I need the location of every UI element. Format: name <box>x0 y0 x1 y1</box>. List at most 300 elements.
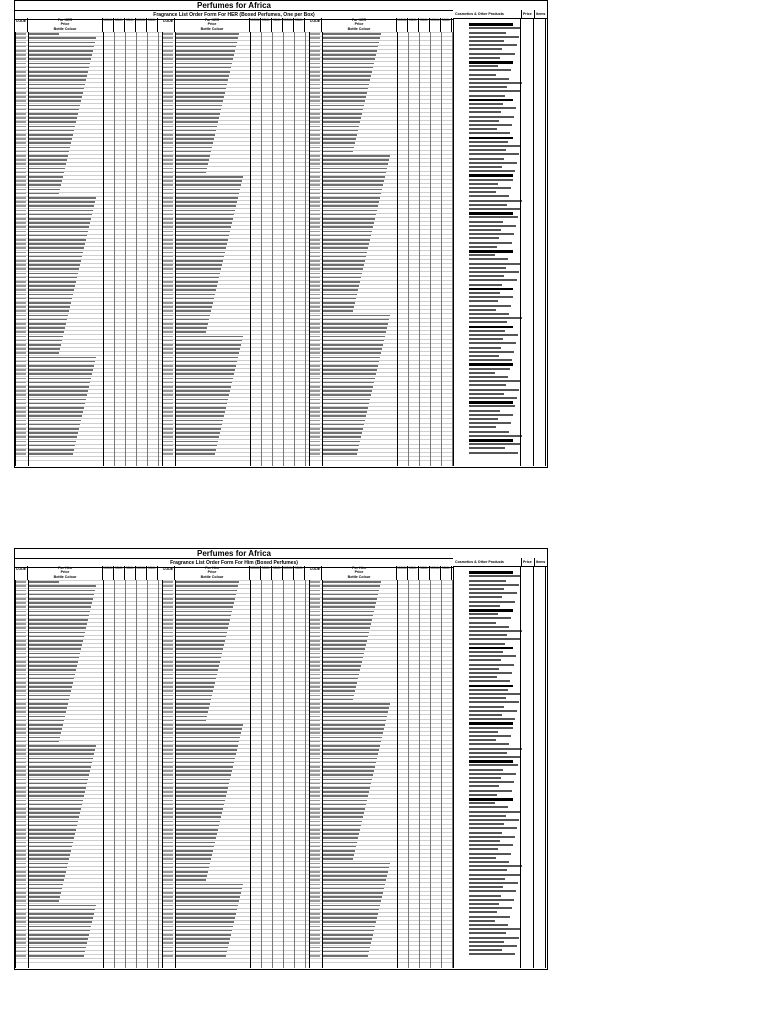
side-column-line <box>453 566 454 968</box>
grid-column-line <box>136 32 137 466</box>
item-code-cell <box>163 310 173 312</box>
item-code-cell <box>310 436 320 438</box>
product-name-bar <box>469 145 521 147</box>
item-code-cell <box>16 243 26 245</box>
product-name-bar <box>469 832 502 834</box>
qty-column-header: 30ML <box>419 566 430 580</box>
item-code-cell <box>310 281 320 283</box>
qty-column-header: 100ML <box>283 18 294 32</box>
item-name-cell <box>323 753 378 755</box>
order-row-line <box>15 828 453 829</box>
item-name-cell <box>176 100 223 102</box>
item-code-cell <box>163 84 173 86</box>
item-name-cell <box>29 888 62 890</box>
item-name-cell <box>323 611 374 613</box>
grid-column-line <box>162 580 163 968</box>
item-code-cell <box>16 884 26 886</box>
item-code-cell <box>163 930 173 932</box>
item-code-cell <box>310 336 320 338</box>
item-name-cell <box>323 273 362 275</box>
item-name-cell <box>323 884 385 886</box>
item-code-cell <box>16 277 26 279</box>
item-name-cell <box>176 787 228 789</box>
item-name-cell <box>29 231 88 233</box>
item-name-cell <box>176 63 232 65</box>
section-heading-bar <box>469 61 513 64</box>
item-code-cell <box>16 657 26 659</box>
item-name-cell <box>176 277 219 279</box>
item-code-cell <box>163 281 173 283</box>
item-name-cell <box>323 268 363 270</box>
order-row-line <box>15 292 453 293</box>
item-code-cell <box>310 37 320 39</box>
item-name-cell <box>29 399 86 401</box>
item-name-cell <box>29 724 63 726</box>
item-name-cell <box>323 732 383 734</box>
product-name-bar <box>469 756 520 758</box>
item-code-cell <box>16 361 26 363</box>
item-code-cell <box>16 707 26 709</box>
item-name-cell <box>176 71 230 73</box>
product-name-bar <box>469 267 506 269</box>
item-code-cell <box>310 210 320 212</box>
order-row-line <box>15 166 453 167</box>
item-name-cell <box>29 833 75 835</box>
item-name-cell <box>29 105 80 107</box>
item-name-cell <box>176 235 229 237</box>
item-name-cell <box>29 268 79 270</box>
item-name-cell <box>29 75 87 77</box>
qty-column-header: 100ML <box>430 18 441 32</box>
item-name-cell <box>176 315 210 317</box>
item-name-cell <box>323 947 370 949</box>
item-code-cell <box>310 871 320 873</box>
item-name-cell <box>176 394 229 396</box>
item-code-cell <box>310 71 320 73</box>
item-code-cell <box>163 172 173 174</box>
item-name-cell <box>29 821 78 823</box>
section-heading-bar <box>469 760 513 763</box>
product-name-bar <box>469 773 516 775</box>
item-name-cell <box>176 800 225 802</box>
item-code-cell <box>16 816 26 818</box>
item-name-cell <box>29 252 83 254</box>
item-code-cell <box>163 357 173 359</box>
item-code-cell <box>163 947 173 949</box>
product-name-bar <box>469 903 499 905</box>
item-name-cell <box>29 741 59 743</box>
item-name-cell <box>323 585 380 587</box>
order-row-line <box>15 714 453 715</box>
grid-column-line <box>125 580 126 968</box>
item-code-cell <box>310 256 320 258</box>
item-code-cell <box>16 766 26 768</box>
order-row-line <box>15 129 453 130</box>
item-name-cell <box>29 226 89 228</box>
item-name-cell <box>29 745 96 747</box>
item-code-cell <box>16 678 26 680</box>
item-code-cell <box>163 812 173 814</box>
item-name-cell <box>29 319 67 321</box>
product-name-bar <box>469 111 501 113</box>
item-name-cell <box>176 753 236 755</box>
item-name-cell <box>323 825 361 827</box>
item-name-cell <box>176 749 237 751</box>
item-code-cell <box>16 896 26 898</box>
item-name-cell <box>29 205 94 207</box>
item-name-cell <box>29 58 91 60</box>
item-code-cell <box>16 201 26 203</box>
item-name-cell <box>176 657 221 659</box>
item-code-cell <box>163 113 173 115</box>
item-name-cell <box>29 678 74 680</box>
item-name-cell <box>29 812 80 814</box>
item-name-cell <box>29 720 64 722</box>
item-name-cell <box>176 745 238 747</box>
item-code-cell <box>163 117 173 119</box>
item-name-cell <box>176 678 216 680</box>
item-name-cell <box>29 884 63 886</box>
qty-column-header: 100ML <box>397 18 408 32</box>
order-row-line <box>15 427 453 428</box>
item-name-cell <box>176 159 209 161</box>
item-name-cell <box>176 96 224 98</box>
item-code-cell <box>163 390 173 392</box>
item-code-cell <box>310 716 320 718</box>
item-code-cell <box>16 113 26 115</box>
item-name-cell <box>176 369 235 371</box>
item-code-cell <box>310 134 320 136</box>
item-name-cell <box>323 71 372 73</box>
item-code-cell <box>310 779 320 781</box>
item-code-cell <box>163 260 173 262</box>
side-column-line <box>533 566 534 968</box>
item-code-cell <box>16 774 26 776</box>
item-name-cell <box>29 92 83 94</box>
item-code-cell <box>310 151 320 153</box>
item-name-cell <box>176 695 212 697</box>
item-name-cell <box>323 369 377 371</box>
item-name-cell <box>323 205 378 207</box>
order-row-line <box>15 958 453 959</box>
item-name-cell <box>323 669 360 671</box>
product-name-bar <box>469 622 496 624</box>
product-name-bar <box>469 638 520 640</box>
item-code-cell <box>16 703 26 705</box>
item-code-cell <box>310 63 320 65</box>
item-code-cell <box>310 33 320 35</box>
item-code-cell <box>310 632 320 634</box>
item-code-cell <box>163 268 173 270</box>
item-code-cell <box>163 243 173 245</box>
item-name-cell <box>176 319 209 321</box>
product-name-bar <box>469 886 503 888</box>
item-code-cell <box>310 247 320 249</box>
item-code-cell <box>163 623 173 625</box>
item-code-cell <box>310 867 320 869</box>
item-code-cell <box>310 361 320 363</box>
item-name-cell <box>323 63 374 65</box>
item-name-cell <box>29 315 68 317</box>
item-code-cell <box>16 783 26 785</box>
item-code-cell <box>163 686 173 688</box>
product-name-bar <box>469 836 515 838</box>
item-code-cell <box>310 598 320 600</box>
item-code-cell <box>16 905 26 907</box>
grid-column-line <box>162 32 163 466</box>
product-name-bar <box>469 149 506 151</box>
item-name-cell <box>323 298 356 300</box>
item-code-cell <box>16 436 26 438</box>
item-code-cell <box>310 787 320 789</box>
name-header-line: Price <box>354 570 364 575</box>
item-code-cell <box>16 611 26 613</box>
grid-column-line <box>419 32 420 466</box>
item-code-cell <box>16 142 26 144</box>
qty-column-header: 30ML <box>125 566 136 580</box>
item-code-cell <box>310 594 320 596</box>
item-code-cell <box>310 239 320 241</box>
item-name-cell <box>176 909 237 911</box>
qty-column-header: 100ML <box>250 566 261 580</box>
item-name-cell <box>29 585 96 587</box>
item-code-cell <box>310 745 320 747</box>
item-code-cell <box>16 745 26 747</box>
item-name-cell <box>176 386 231 388</box>
item-code-cell <box>310 749 320 751</box>
item-name-cell <box>323 453 357 455</box>
name-header-line: Bottle Colour <box>200 26 224 31</box>
side-items-header: Items <box>534 558 548 566</box>
item-name-cell <box>323 833 359 835</box>
item-name-cell <box>176 913 236 915</box>
item-name-cell <box>323 306 354 308</box>
product-name-bar <box>469 418 498 420</box>
order-row-line <box>15 815 453 816</box>
order-row-line <box>15 267 453 268</box>
item-name-cell <box>323 193 381 195</box>
item-name-cell <box>176 239 228 241</box>
item-name-cell <box>29 420 81 422</box>
item-name-cell <box>29 445 75 447</box>
item-code-cell <box>310 218 320 220</box>
item-name-cell <box>29 428 79 430</box>
item-name-cell <box>323 921 376 923</box>
item-code-cell <box>310 808 320 810</box>
item-name-cell <box>323 294 357 296</box>
grid-column-line <box>261 32 262 466</box>
product-name-bar <box>469 191 496 193</box>
item-code-cell <box>16 302 26 304</box>
item-code-cell <box>310 917 320 919</box>
item-code-cell <box>16 728 26 730</box>
item-code-cell <box>16 315 26 317</box>
item-name-cell <box>323 319 389 321</box>
item-code-cell <box>16 732 26 734</box>
item-name-cell <box>323 168 387 170</box>
item-name-cell <box>323 590 379 592</box>
order-row-line <box>15 309 453 310</box>
item-name-cell <box>323 449 358 451</box>
item-name-cell <box>323 214 376 216</box>
item-code-cell <box>163 732 173 734</box>
item-code-cell <box>16 386 26 388</box>
product-name-bar <box>469 714 502 716</box>
product-name-bar <box>469 447 505 449</box>
product-name-bar <box>469 279 517 281</box>
item-code-cell <box>310 905 320 907</box>
item-code-cell <box>310 661 320 663</box>
order-row-line <box>15 677 453 678</box>
item-code-cell <box>163 779 173 781</box>
item-code-cell <box>163 934 173 936</box>
item-code-cell <box>163 716 173 718</box>
product-name-bar <box>469 221 503 223</box>
grid-column-line <box>158 580 159 968</box>
item-name-cell <box>29 390 88 392</box>
item-name-cell <box>29 441 76 443</box>
item-code-cell <box>163 109 173 111</box>
item-code-cell <box>16 403 26 405</box>
product-name-bar <box>469 844 513 846</box>
item-code-cell <box>163 707 173 709</box>
order-row-line <box>15 853 453 854</box>
item-code-cell <box>310 323 320 325</box>
item-name-cell <box>323 184 383 186</box>
item-name-cell <box>176 665 219 667</box>
item-code-cell <box>16 770 26 772</box>
product-name-bar <box>469 254 495 256</box>
item-code-cell <box>163 205 173 207</box>
item-code-cell <box>163 896 173 898</box>
order-row-line <box>15 878 453 879</box>
item-name-cell <box>176 640 225 642</box>
product-name-bar <box>469 141 508 143</box>
item-name-cell <box>323 201 379 203</box>
order-row-line <box>15 116 453 117</box>
item-name-cell <box>323 210 377 212</box>
product-name-bar <box>469 86 507 88</box>
item-name-cell <box>29 657 79 659</box>
product-name-bar <box>469 90 520 92</box>
product-name-bar <box>469 82 522 84</box>
item-name-cell <box>176 294 215 296</box>
item-name-cell <box>176 774 231 776</box>
grid-column-line <box>294 580 295 968</box>
product-name-bar <box>469 65 498 67</box>
item-name-cell <box>323 176 385 178</box>
item-code-cell <box>310 896 320 898</box>
item-code-cell <box>163 602 173 604</box>
item-code-cell <box>310 67 320 69</box>
item-code-cell <box>163 453 173 455</box>
item-name-cell <box>29 327 65 329</box>
item-code-cell <box>163 636 173 638</box>
item-code-cell <box>16 197 26 199</box>
item-code-cell <box>16 399 26 401</box>
item-name-cell <box>323 934 373 936</box>
item-name-cell <box>323 711 388 713</box>
item-name-cell <box>29 193 59 195</box>
item-name-cell <box>323 281 360 283</box>
item-name-cell <box>176 390 230 392</box>
product-name-bar <box>469 853 511 855</box>
item-name-cell <box>29 905 96 907</box>
item-name-cell <box>323 648 365 650</box>
product-name-bar <box>469 296 513 298</box>
item-name-cell <box>176 737 240 739</box>
item-code-cell <box>16 812 26 814</box>
item-name-cell <box>176 172 206 174</box>
product-name-bar <box>469 764 518 766</box>
item-code-cell <box>163 884 173 886</box>
item-code-cell <box>310 762 320 764</box>
product-name-bar <box>469 187 511 189</box>
item-code-cell <box>163 138 173 140</box>
order-row-line <box>15 689 453 690</box>
item-name-cell <box>323 888 384 890</box>
item-name-cell <box>176 105 222 107</box>
item-name-cell <box>323 252 367 254</box>
item-code-cell <box>310 737 320 739</box>
item-name-cell <box>323 231 372 233</box>
item-code-cell <box>16 863 26 865</box>
name-column-header <box>175 566 250 580</box>
name-header-line: Price <box>207 570 217 575</box>
item-name-cell <box>29 336 63 338</box>
product-name-bar <box>469 588 504 590</box>
item-code-cell <box>310 46 320 48</box>
item-code-cell <box>310 947 320 949</box>
name-column-header <box>28 18 103 32</box>
item-code-cell <box>310 686 320 688</box>
product-name-bar <box>469 351 514 353</box>
item-name-cell <box>323 84 369 86</box>
item-name-cell <box>29 623 87 625</box>
grid-column-line <box>322 32 323 466</box>
product-name-bar <box>469 69 511 71</box>
item-name-cell <box>323 105 364 107</box>
item-name-cell <box>323 331 386 333</box>
item-code-cell <box>16 222 26 224</box>
side-items-header: Items <box>534 10 548 18</box>
item-code-cell <box>163 369 173 371</box>
item-name-cell <box>176 791 227 793</box>
item-code-cell <box>310 875 320 877</box>
item-code-cell <box>163 239 173 241</box>
item-name-cell <box>176 344 241 346</box>
item-code-cell <box>16 636 26 638</box>
item-code-cell <box>310 812 320 814</box>
product-name-bar <box>469 275 504 277</box>
item-code-cell <box>16 298 26 300</box>
product-name-bar <box>469 848 498 850</box>
item-code-cell <box>16 159 26 161</box>
item-code-cell <box>163 720 173 722</box>
item-code-cell <box>16 79 26 81</box>
item-code-cell <box>163 92 173 94</box>
section-heading-bar <box>469 401 513 404</box>
item-name-cell <box>29 403 85 405</box>
item-name-cell <box>176 615 231 617</box>
item-code-cell <box>163 598 173 600</box>
item-name-cell <box>29 867 67 869</box>
product-name-bar <box>469 57 500 59</box>
item-code-cell <box>163 142 173 144</box>
item-code-cell <box>16 235 26 237</box>
side-column-line <box>545 18 546 466</box>
item-name-cell <box>29 749 95 751</box>
